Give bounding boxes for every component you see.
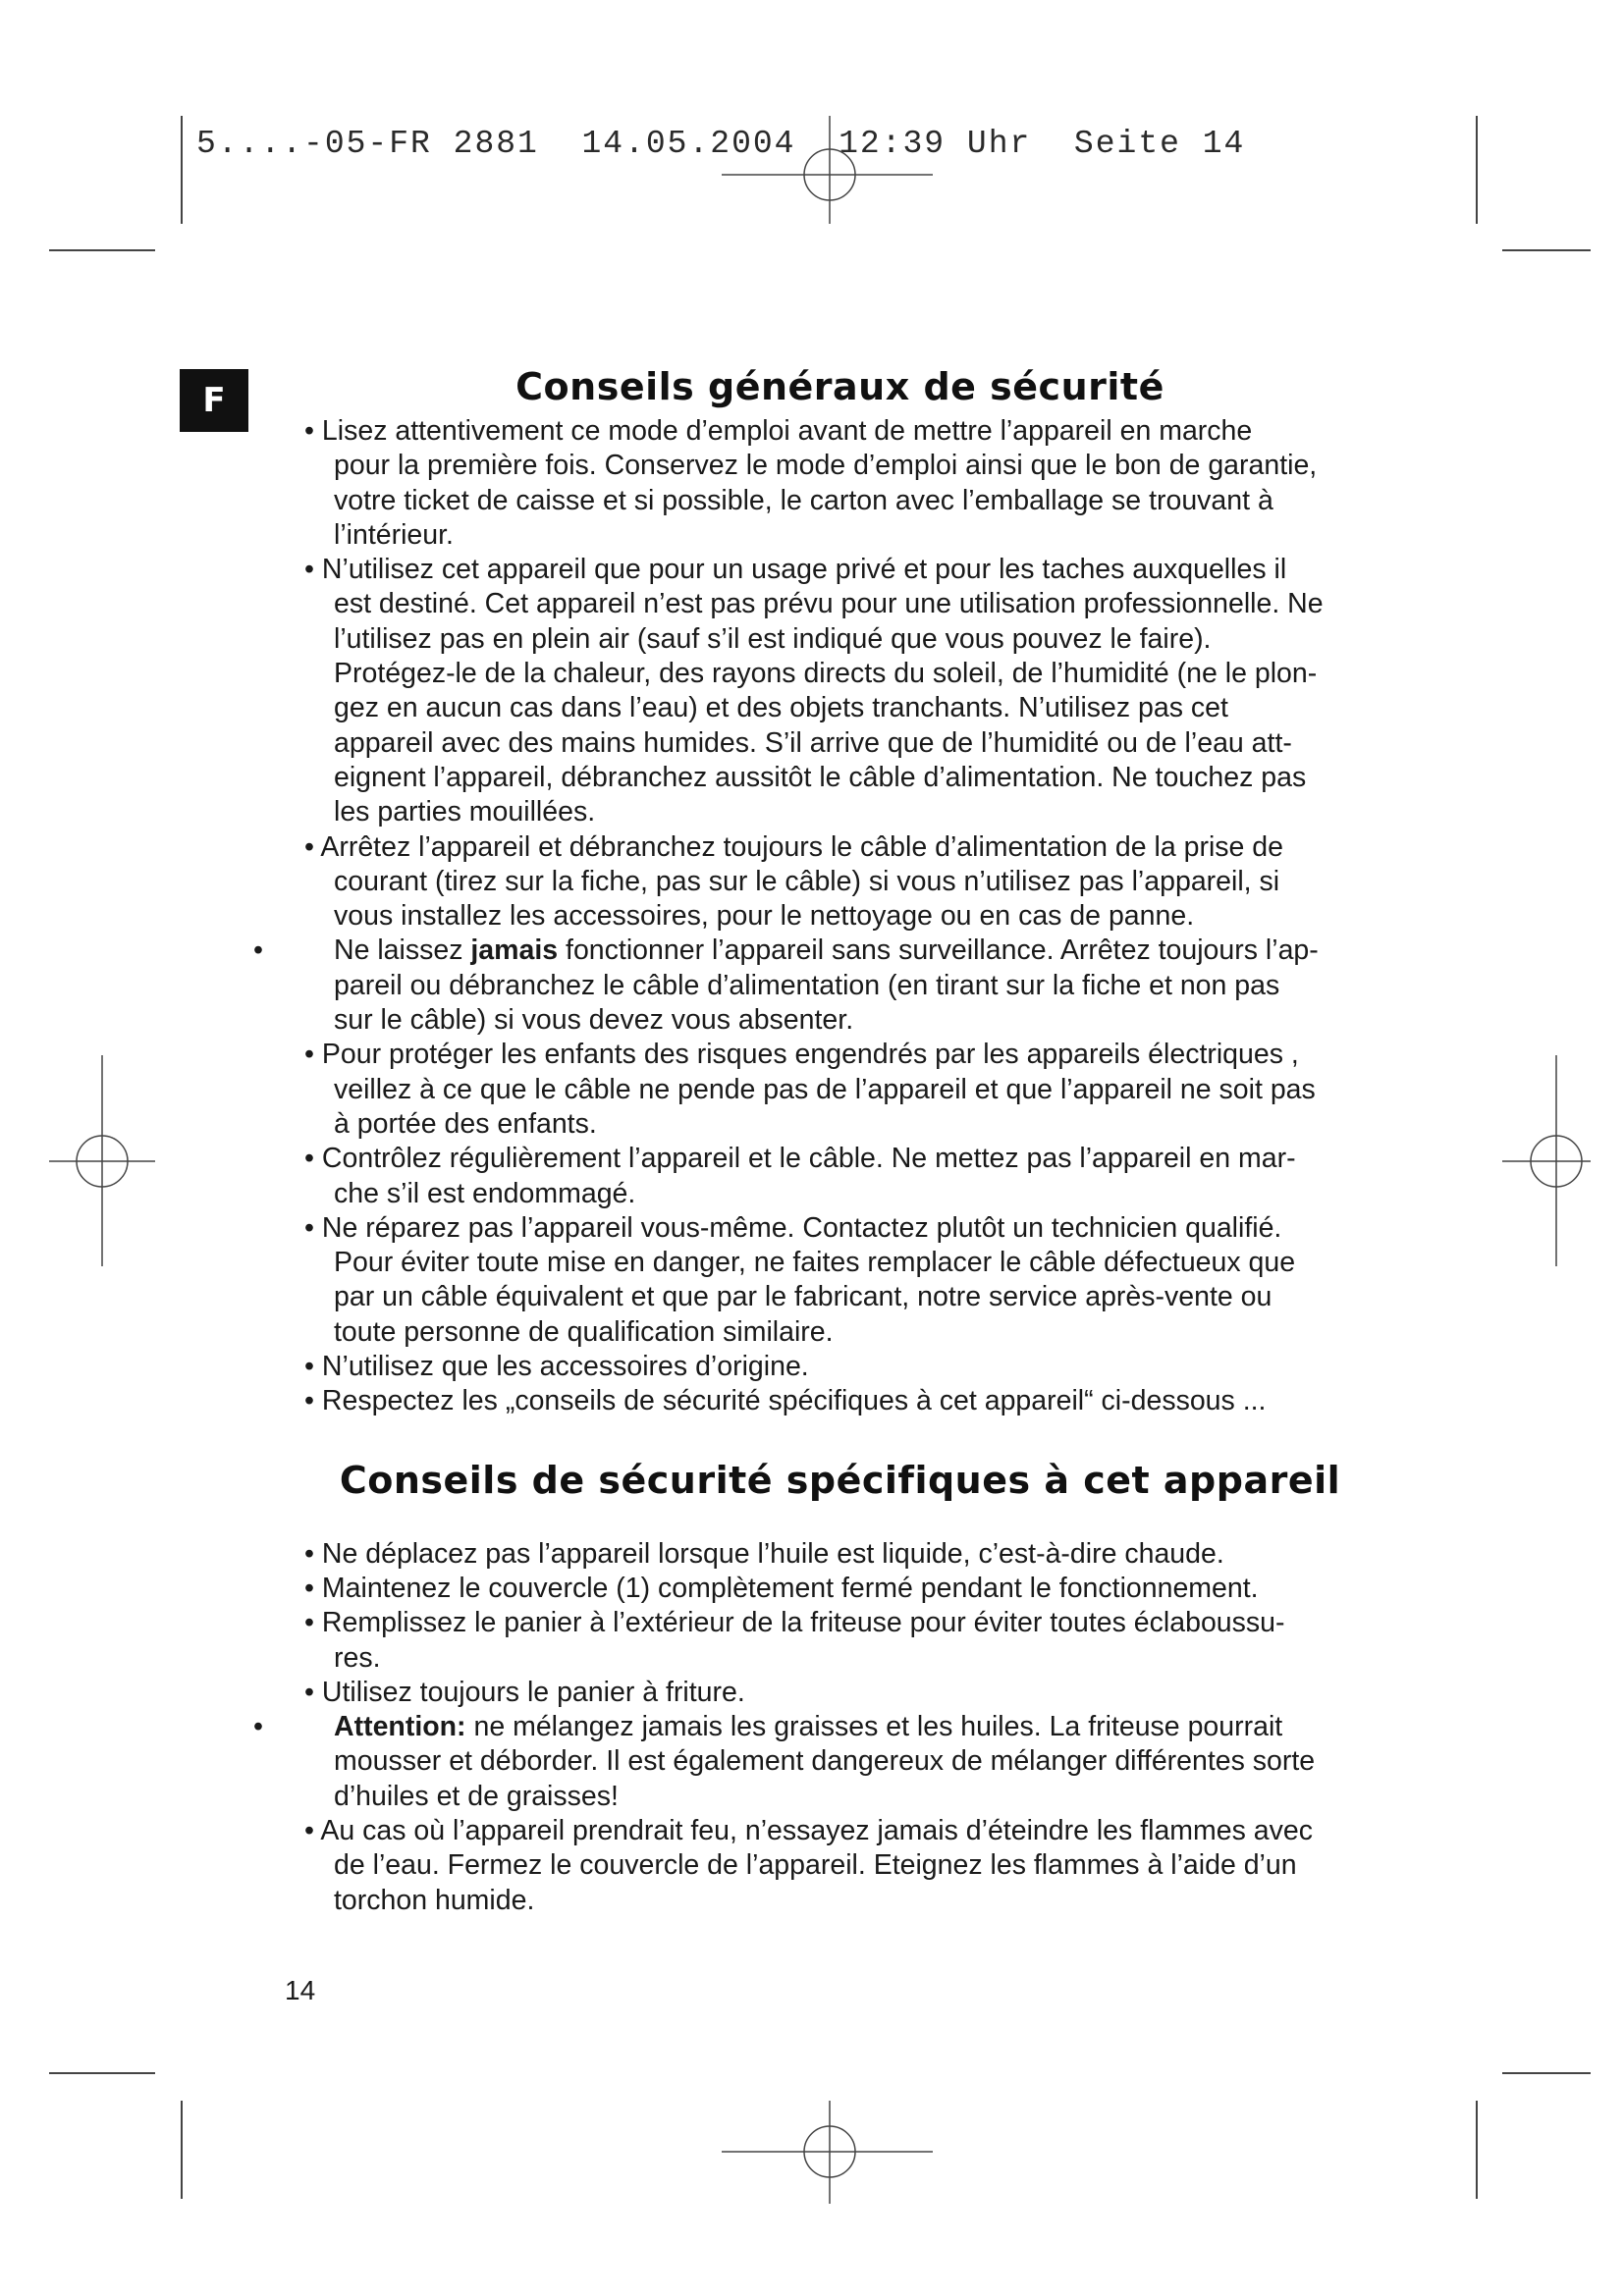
registration-mark-right (1502, 1055, 1591, 1266)
list-item-first-line: • Contrôlez régulièrement l’appareil et le câble. Ne mettez pas l’appareil en mar- (304, 1143, 1296, 1175)
list-item-line: veillez à ce que le câble ne pende pas de l’appareil et que l’appareil ne soit pas (334, 1073, 1316, 1105)
list-item-line: pareil ou débranchez le câble d’alimentation (en tirant sur la fiche et non pas (334, 969, 1280, 1001)
bullet: • (253, 1711, 263, 1743)
list-item-first-line: • Remplissez le panier à l’extérieur de la friteuse pour éviter toutes éclaboussu- (304, 1607, 1285, 1639)
bullet: • (253, 934, 263, 967)
list-item (283, 1537, 1397, 1572)
list-item-line: courant (tirez sur la fiche, pas sur le câble) si vous n’utilisez pas l’appareil, si (334, 865, 1280, 897)
specific-safety-list (253, 1537, 1397, 1918)
list-item (283, 414, 1397, 553)
list-item-first-line: • Respectez les „conseils de sécurité spécifiques à cet appareil“ ci-dessous ... (304, 1385, 1267, 1417)
list-item (283, 1211, 1397, 1350)
list-item-first-line: • Utilisez toujours le panier à friture. (304, 1676, 745, 1708)
list-item-line: sur le câble) si vous devez vous absenter. (334, 1004, 854, 1037)
section-title-specific-safety: Conseils de sécurité spécifiques à cet appareil (339, 1458, 1341, 1502)
list-item-line: pour la première fois. Conservez le mode d’emploi ainsi que le bon de garantie, (334, 450, 1318, 482)
list-item-first-line: • Ne déplacez pas l’appareil lorsque l’huile est liquide, c’est-à-dire chaude. (304, 1537, 1224, 1570)
list-item-line: che s’il est endommagé. (334, 1177, 636, 1209)
list-item-line: gez en aucun cas dans l’eau) et des objets tranchants. N’utilisez pas cet (334, 692, 1228, 724)
list-item-line: à portée des enfants. (334, 1107, 597, 1140)
list-item-line: toute personne de qualification similaire. (334, 1315, 834, 1348)
list-item-line: eignent l’appareil, débranchez aussitôt le câble d’alimentation. Ne touchez pas (334, 761, 1307, 793)
list-item (283, 830, 1397, 934)
list-item-first-line: Attention: ne mélangez jamais les graisses et les huiles. La friteuse pourrait (334, 1711, 1283, 1743)
list-item-first-line: • Au cas où l’appareil prendrait feu, n’essayez jamais d’éteindre les flammes avec (304, 1814, 1314, 1846)
list-item (283, 553, 1397, 829)
list-item-line: les parties mouillées. (334, 796, 596, 828)
registration-mark-left (49, 1055, 155, 1266)
list-item (253, 934, 1397, 1038)
list-item-line: mousser et déborder. Il est également dangereux de mélanger différentes sorte (334, 1745, 1316, 1778)
list-item-line: torchon humide. (334, 1884, 535, 1916)
language-tab: F (180, 369, 248, 432)
list-item-line: Pour éviter toute mise en danger, ne faites remplacer le câble défectueux que (334, 1247, 1296, 1279)
registration-mark-top (722, 116, 933, 224)
list-item (283, 1572, 1397, 1606)
list-item-line: votre ticket de caisse et si possible, le carton avec l’emballage se trouvant à (334, 484, 1273, 516)
list-item-first-line: • N’utilisez cet appareil que pour un usage privé et pour les taches auxquelles il (304, 554, 1287, 586)
list-item-first-line: Ne laissez jamais fonctionner l’appareil sans surveillance. Arrêtez toujours l’ap- (334, 934, 1319, 967)
list-item-line: de l’eau. Fermez le couvercle de l’appareil. Eteignez les flammes à l’aide d’un (334, 1849, 1297, 1882)
main-content (253, 359, 1397, 1918)
list-item-first-line: • Pour protéger les enfants des risques engendrés par les appareils électriques , (304, 1039, 1299, 1071)
list-item-line: res. (334, 1641, 381, 1674)
list-item (283, 1142, 1397, 1211)
list-item-line: l’intérieur. (334, 518, 454, 551)
list-item-first-line: • Lisez attentivement ce mode d’emploi avant de mettre l’appareil en marche (304, 415, 1253, 447)
list-item-first-line: • Ne réparez pas l’appareil vous-même. Contactez plutôt un technicien qualifié. (304, 1211, 1282, 1244)
list-item (283, 1676, 1397, 1710)
list-item-first-line: • Arrêtez l’appareil et débranchez toujours le câble d’alimentation de la prise de (304, 830, 1283, 863)
list-item-line: appareil avec des mains humides. S’il arrive que de l’humidité ou de l’eau att- (334, 726, 1292, 759)
list-item-line: par un câble équivalent et que par le fabricant, notre service après-vente ou (334, 1281, 1272, 1313)
section-title-general-safety: Conseils généraux de sécurité (515, 365, 1164, 408)
list-item-line: d’huiles et de graisses! (334, 1780, 619, 1812)
registration-mark-bottom (722, 2101, 933, 2204)
print-slug: 5....-05-FR 2881 14.05.2004 12:39 Uhr Seite 14 (196, 126, 1246, 162)
general-safety-list (253, 414, 1397, 1419)
list-item (253, 1710, 1397, 1814)
list-item (283, 1350, 1397, 1384)
list-item-line: Protégez-le de la chaleur, des rayons directs du soleil, de l’humidité (ne le plon- (334, 658, 1318, 690)
page-number: 14 (285, 1975, 316, 2005)
list-item (283, 1606, 1397, 1676)
list-item-first-line: • N’utilisez que les accessoires d’origine. (304, 1351, 809, 1383)
list-item (283, 1038, 1397, 1142)
list-item (283, 1814, 1397, 1918)
list-item-line: est destiné. Cet appareil n’est pas prévu pour une utilisation professionnelle. Ne (334, 588, 1324, 620)
list-item-line: l’utilisez pas en plein air (sauf s’il est indiqué que vous pouvez le faire). (334, 622, 1212, 655)
list-item-line: vous installez les accessoires, pour le nettoyage ou en cas de panne. (334, 900, 1195, 933)
list-item (283, 1384, 1397, 1418)
list-item-first-line: • Maintenez le couvercle (1) complètement fermé pendant le fonctionnement. (304, 1572, 1259, 1604)
